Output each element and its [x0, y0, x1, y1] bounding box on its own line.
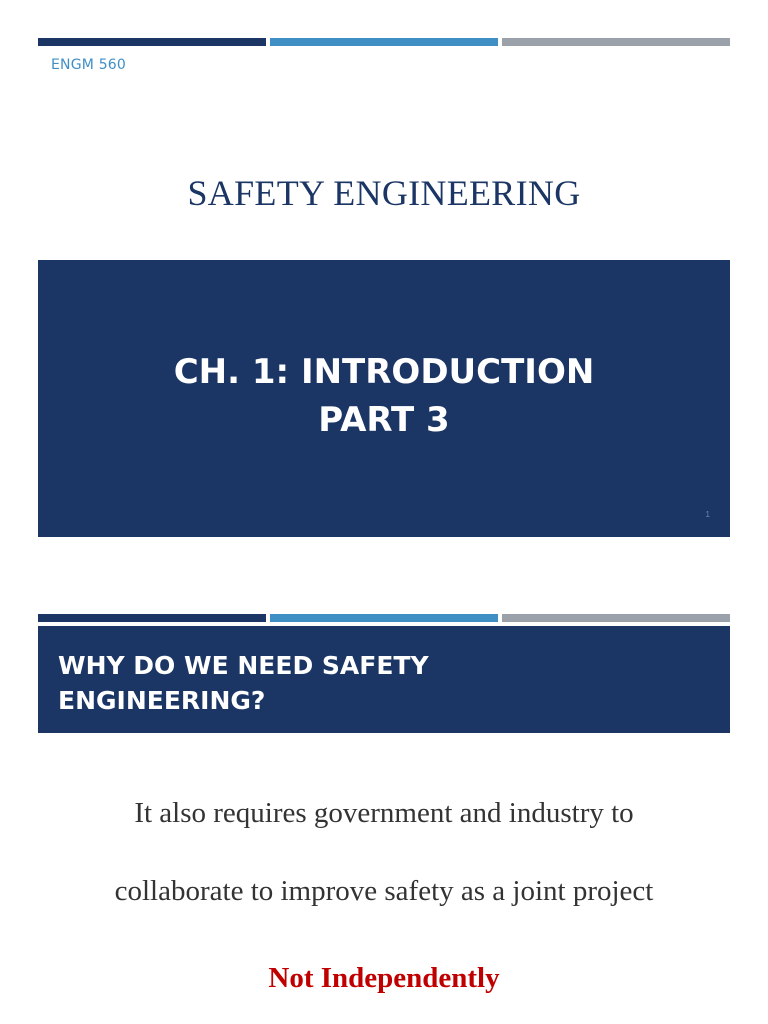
body-text-line2: collaborate to improve safety as a joint project — [114, 875, 654, 907]
slide1-stripe-blue — [270, 38, 498, 46]
slide-number: 1 — [705, 510, 710, 519]
slide-title: SAFETY ENGINEERING — [187, 173, 581, 213]
slide1-stripe-navy — [38, 38, 266, 46]
chapter-title-box — [38, 260, 730, 537]
section-heading-line2: ENGINEERING? — [58, 686, 266, 715]
section-heading — [58, 648, 698, 718]
emphasis-text: Not Independently — [268, 962, 500, 994]
course-code: ENGM 560 — [51, 57, 127, 73]
slide2-stripe-gray — [502, 614, 730, 622]
section-heading-box — [38, 626, 730, 733]
slide2-stripe-navy — [38, 614, 266, 622]
chapter-title: CH. 1: INTRODUCTION — [173, 352, 595, 392]
slide2-stripe-blue — [270, 614, 498, 622]
slide1-stripe-gray — [502, 38, 730, 46]
section-heading-line1: WHY DO WE NEED SAFETY — [58, 651, 429, 680]
body-text-line1: It also requires government and industry to — [134, 797, 634, 829]
chapter-part: PART 3 — [318, 400, 450, 440]
